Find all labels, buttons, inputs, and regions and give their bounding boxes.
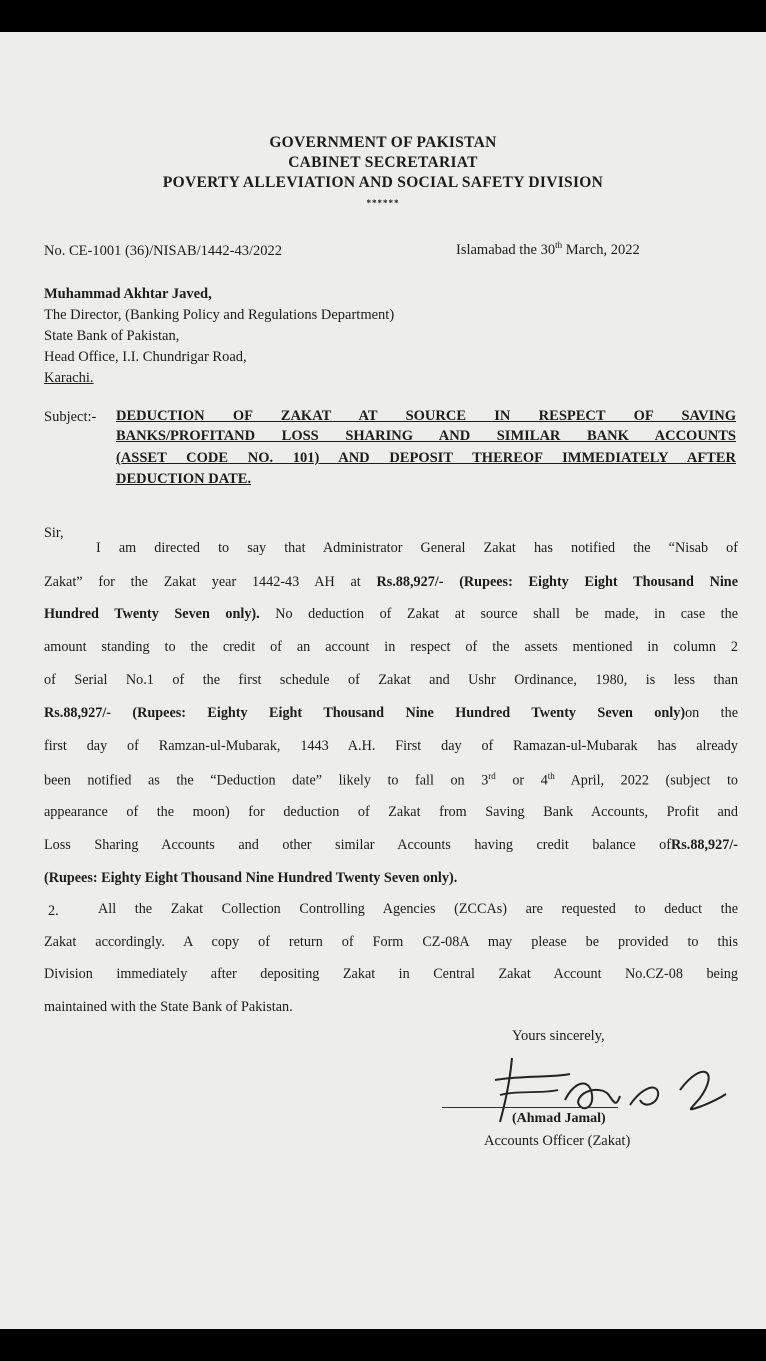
letter-date: Islamabad the 30th March, 2022 — [456, 240, 640, 258]
valediction: Yours sincerely, — [512, 1028, 605, 1044]
letter-page — [0, 32, 766, 1329]
paragraph-1-line: amount standing to the credit of an account in respect of the assets mentioned in column 2 — [44, 639, 738, 655]
subject-line: (ASSET CODE NO. 101) AND DEPOSIT THEREOF IMMEDIATELY AFTER — [116, 450, 736, 466]
addressee-block — [44, 284, 394, 389]
addressee-line: State Bank of Pakistan, — [44, 328, 180, 344]
paragraph-1-line: appearance of the moon) for deduction of Zakat from Saving Bank Accounts, Profit and — [44, 804, 738, 820]
reference-number: No. CE-1001 (36)/NISAB/1442-43/2022 — [44, 243, 283, 259]
paragraph-1-line: Loss Sharing Accounts and other similar Accounts having credit balance ofRs.88,927/- — [44, 837, 738, 853]
subject-line: DEDUCTION OF ZAKAT AT SOURCE IN RESPECT OF SAVING — [116, 408, 736, 424]
paragraph-2-line: Zakat accordingly. A copy of return of Form CZ-08A may please be provided to this — [44, 934, 738, 950]
paragraph-2-number: 2. — [48, 903, 59, 919]
paragraph-1-line: Rs.88,927/- (Rupees: Eighty Eight Thousand Nine Hundred Twenty Seven only)on the — [44, 705, 738, 721]
paragraph-2-line: Division immediately after depositing Zakat in Central Zakat Account No.CZ-08 being — [44, 966, 738, 982]
addressee-line: Head Office, I.I. Chundrigar Road, — [44, 349, 247, 365]
paragraph-1-line: Zakat” for the Zakat year 1442-43 AH at Rs.88,927/- (Rupees: Eighty Eight Thousand Nine — [44, 574, 738, 590]
addressee-city: Karachi. — [44, 370, 94, 386]
header-separator: ****** — [366, 198, 400, 208]
signer-name: (Ahmad Jamal) — [512, 1111, 606, 1126]
paragraph-1-line: first day of Ramzan-ul-Mubarak, 1443 A.H. First day of Ramazan-ul-Mubarak has already — [44, 738, 738, 754]
paragraph-1-line: (Rupees: Eighty Eight Thousand Nine Hundred Twenty Seven only). — [44, 870, 458, 886]
paragraph-1-line: of Serial No.1 of the first schedule of Zakat and Ushr Ordinance, 1980, is less than — [44, 672, 738, 688]
salutation: Sir, — [44, 525, 64, 541]
addressee-name: Muhammad Akhtar Javed, — [44, 286, 212, 302]
signer-title: Accounts Officer (Zakat) — [484, 1133, 631, 1149]
paragraph-1-line: I am directed to say that Administrator General Zakat has notified the “Nisab of — [96, 540, 738, 556]
division-title: POVERTY ALLEVIATION AND SOCIAL SAFETY DIVISION — [162, 174, 604, 191]
subject-label: Subject:- — [44, 409, 97, 425]
subject-line: DEDUCTION DATE. — [116, 471, 252, 487]
paragraph-2-line: All the Zakat Collection Controlling Agencies (ZCCAs) are requested to deduct the — [98, 901, 738, 917]
secretariat-title: CABINET SECRETARIAT — [288, 154, 478, 171]
signature-line — [442, 1107, 618, 1108]
subject-line: BANKS/PROFITAND LOSS SHARING AND SIMILAR BANK ACCOUNTS — [116, 428, 736, 444]
government-title: GOVERNMENT OF PAKISTAN — [269, 134, 497, 151]
addressee-line: The Director, (Banking Policy and Regulations Department) — [44, 307, 395, 323]
paragraph-1-line: been notified as the “Deduction date” likely to fall on 3rd or 4th April, 2022 (subject to — [44, 771, 738, 789]
paragraph-2-line: maintained with the State Bank of Pakistan. — [44, 999, 293, 1015]
paragraph-1-line: Hundred Twenty Seven only). No deduction of Zakat at source shall be made, in case the — [44, 606, 738, 622]
